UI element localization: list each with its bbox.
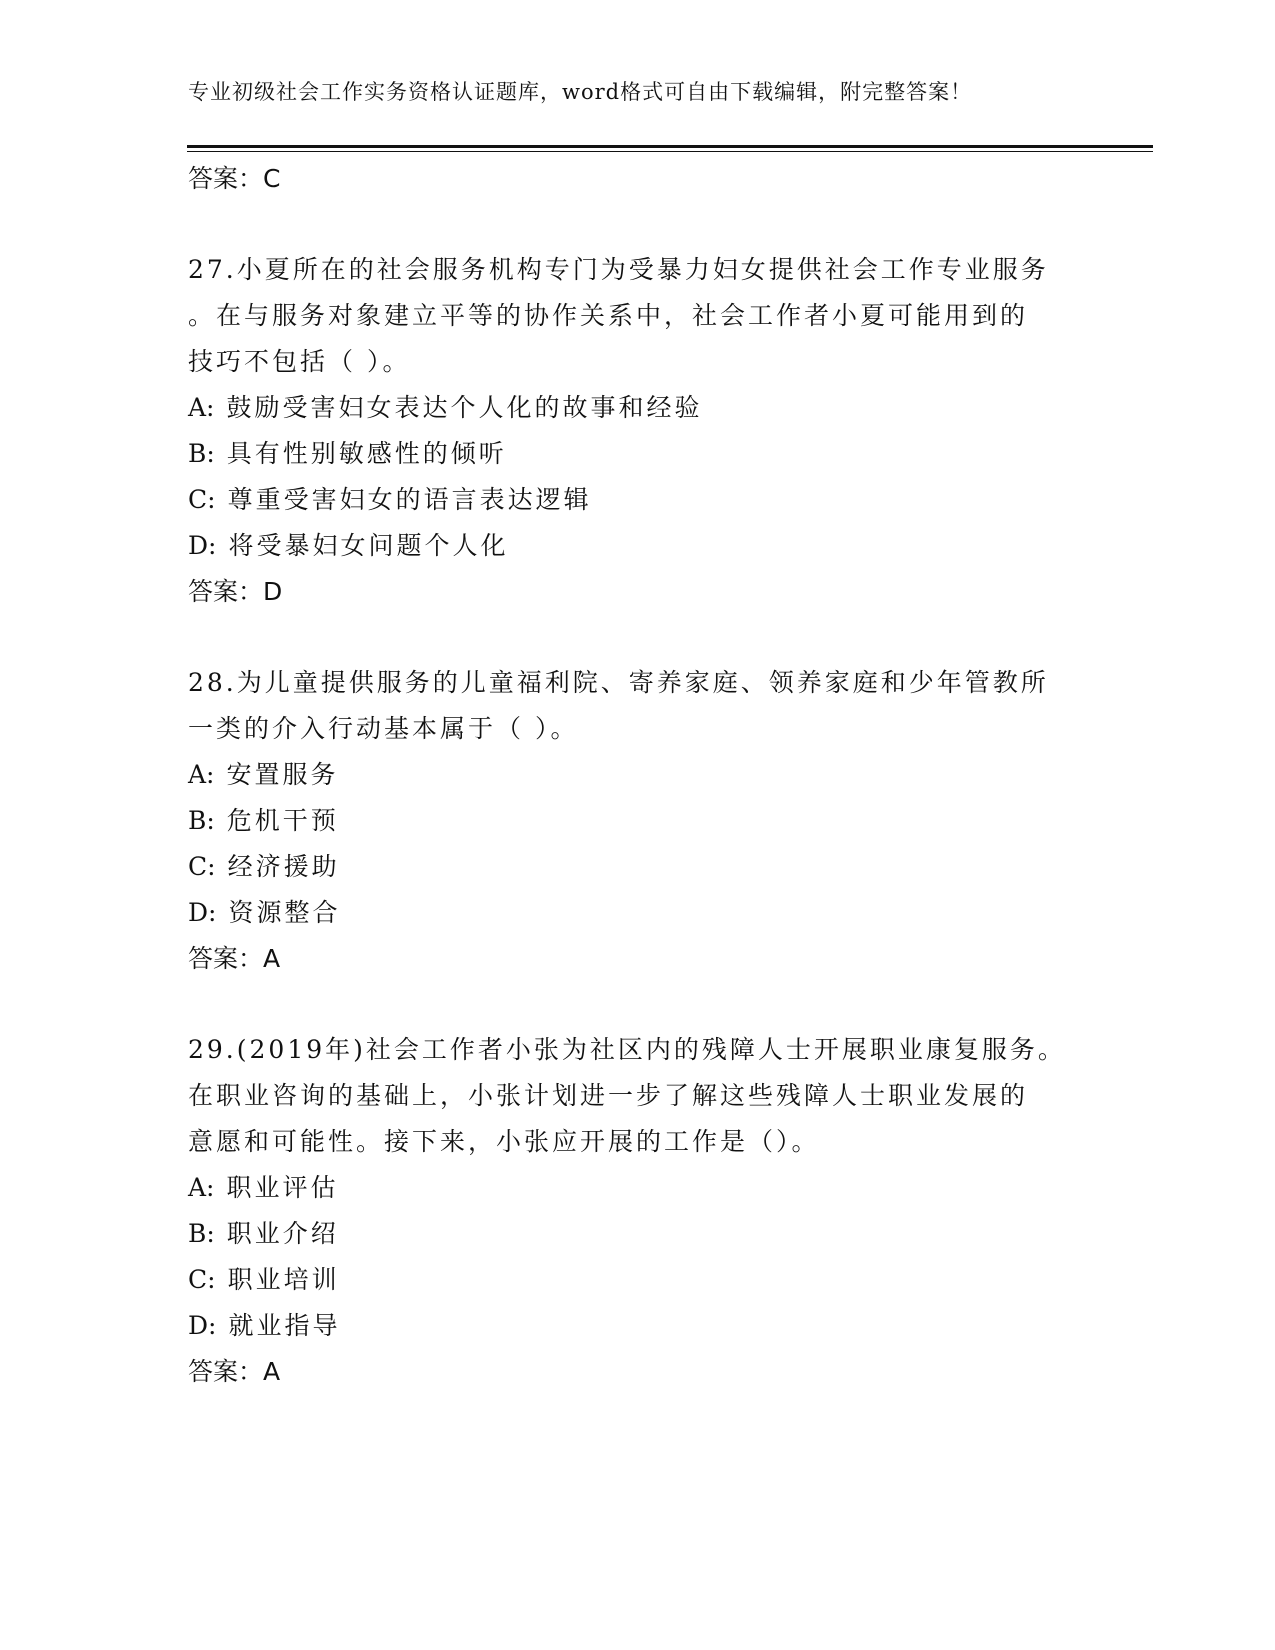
option-text: 鼓励受害妇女表达个人化的故事和经验 [226, 393, 703, 422]
option-d [188, 523, 1088, 569]
answer-value: A [263, 1357, 281, 1386]
option-text: 职业培训 [227, 1265, 340, 1294]
answer-prefix: 答案： [188, 577, 264, 606]
option-text: 将受暴妇女问题个人化 [228, 531, 509, 560]
header-rule-thick [187, 145, 1153, 148]
option-b [188, 431, 1088, 477]
question-29 [188, 1027, 1088, 1395]
answer-line [188, 569, 1088, 615]
question-text-line: 在职业咨询的基础上，小张计划进一步了解这些残障人士职业发展的 [188, 1081, 1029, 1110]
option-key: B: [188, 806, 215, 835]
option-a [188, 752, 1088, 798]
answer-value: C [263, 164, 281, 193]
option-d [188, 1303, 1088, 1349]
option-c [188, 844, 1088, 890]
option-key: A: [188, 393, 215, 422]
option-key: D: [188, 531, 217, 560]
answer-prefix: 答案： [188, 1357, 264, 1386]
header-rule-thin [187, 151, 1153, 152]
option-key: C: [188, 485, 216, 514]
option-d [188, 890, 1088, 936]
answer-prefix: 答案： [188, 944, 264, 973]
option-text: 职业介绍 [226, 1219, 339, 1248]
option-b [188, 1211, 1088, 1257]
question-text-line: 28.为儿童提供服务的儿童福利院、寄养家庭、领养家庭和少年管教所 [188, 668, 1049, 697]
question-text-line: 27.小夏所在的社会服务机构专门为受暴力妇女提供社会工作专业服务 [188, 255, 1049, 284]
question-text-line: 。在与服务对象建立平等的协作关系中，社会工作者小夏可能用到的 [188, 301, 1029, 330]
option-key: A: [188, 1173, 215, 1202]
answer-prefix: 答案： [188, 164, 264, 193]
question-text-line: 意愿和可能性。接下来，小张应开展的工作是（）。 [188, 1127, 820, 1156]
option-text: 资源整合 [228, 898, 341, 927]
option-key: B: [188, 1219, 215, 1248]
option-key: C: [188, 852, 216, 881]
option-text: 安置服务 [226, 760, 339, 789]
question-text-line: 一类的介入行动基本属于（ ）。 [188, 714, 579, 743]
page-header: 专业初级社会工作实务资格认证题库，word格式可自由下载编辑，附完整答案！ [188, 80, 973, 104]
option-text: 经济援助 [227, 852, 340, 881]
option-a [188, 1165, 1088, 1211]
option-c [188, 1257, 1088, 1303]
option-b [188, 798, 1088, 844]
option-text: 具有性别敏感性的倾听 [226, 439, 507, 468]
option-key: A: [188, 760, 215, 789]
option-key: B: [188, 439, 215, 468]
option-text: 就业指导 [228, 1311, 341, 1340]
previous-answer [188, 156, 1088, 202]
question-27 [188, 247, 1088, 615]
option-key: D: [188, 1311, 217, 1340]
option-c [188, 477, 1088, 523]
question-text-line: 技巧不包括（ ）。 [188, 347, 411, 376]
answer-line [188, 1349, 1088, 1395]
option-key: D: [188, 898, 217, 927]
question-28 [188, 660, 1088, 982]
option-key: C: [188, 1265, 216, 1294]
option-text: 危机干预 [226, 806, 339, 835]
answer-value: D [263, 577, 283, 606]
answer-value: A [263, 944, 281, 973]
question-text-line: 29.(2019年)社会工作者小张为社区内的残障人士开展职业康复服务。 [188, 1035, 1066, 1064]
option-a [188, 385, 1088, 431]
question-list [188, 156, 1088, 1395]
option-text: 尊重受害妇女的语言表达逻辑 [227, 485, 592, 514]
answer-line [188, 936, 1088, 982]
option-text: 职业评估 [226, 1173, 339, 1202]
